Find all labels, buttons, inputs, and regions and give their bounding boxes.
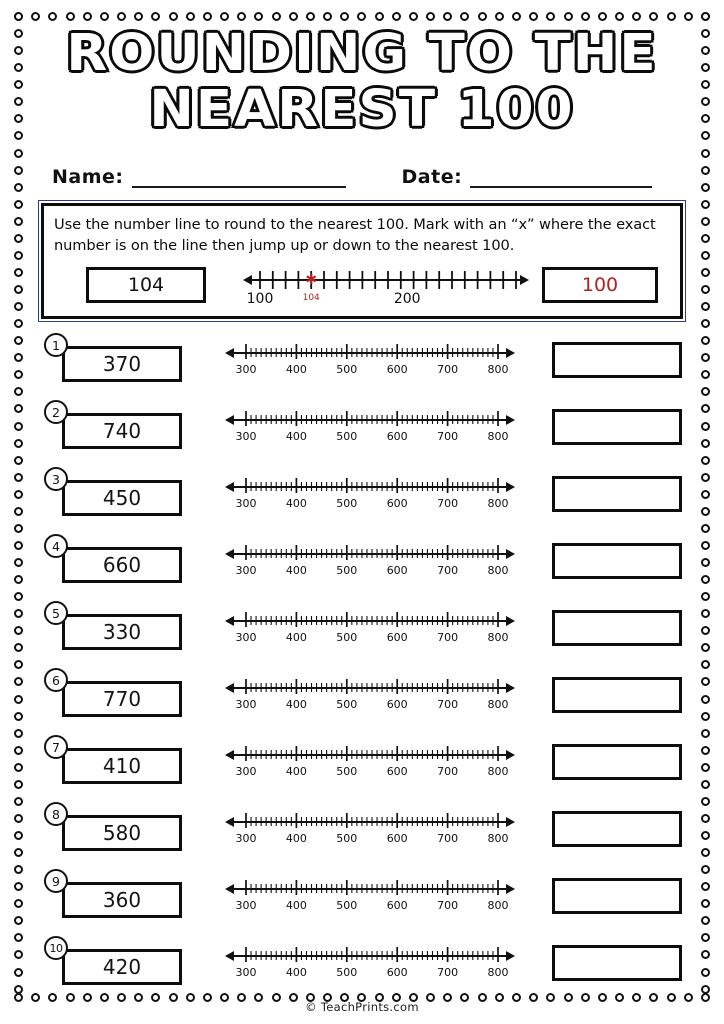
border-dot: [14, 387, 23, 396]
border-dot: [14, 899, 23, 908]
problem-number-line[interactable]: [224, 537, 516, 579]
border-dot: [14, 950, 23, 959]
border-dot: [14, 422, 23, 431]
border-dot: [14, 780, 23, 789]
date-group: [402, 166, 653, 188]
svg-text:400: 400: [285, 899, 307, 912]
svg-text:300: 300: [235, 698, 257, 711]
problem-number-badge: 9: [44, 869, 68, 893]
problem-number-line[interactable]: [224, 671, 516, 713]
instruction-box-inner: [41, 203, 683, 319]
name-input-line[interactable]: [132, 173, 346, 188]
border-dot: [14, 404, 23, 413]
border-dot: [14, 183, 23, 192]
border-dot: [14, 626, 23, 635]
svg-text:100: 100: [246, 291, 274, 307]
border-dot: [701, 985, 710, 994]
border-dot: [564, 12, 573, 21]
border-dot: [701, 729, 710, 738]
border-dot: [701, 695, 710, 704]
border-dot: [701, 609, 710, 618]
svg-text:700: 700: [437, 631, 459, 644]
svg-text:800: 800: [487, 966, 509, 979]
border-dot: [14, 319, 23, 328]
svg-text:500: 500: [336, 966, 358, 979]
svg-text:800: 800: [487, 899, 509, 912]
example-row: [54, 264, 670, 306]
border-dot: [14, 200, 23, 209]
border-dot: [14, 882, 23, 891]
problem-answer-box[interactable]: [552, 878, 682, 914]
border-dot: [701, 848, 710, 857]
problem-number-badge: 5: [44, 601, 68, 625]
border-dot: [272, 12, 281, 21]
problem-number-badge: 7: [44, 735, 68, 759]
border-dot: [392, 12, 401, 21]
border-dot: [14, 831, 23, 840]
border-dot: [14, 916, 23, 925]
problem-number-line[interactable]: [224, 604, 516, 646]
dotted-border-top: [14, 12, 710, 21]
footer-credit: © TeachPrints.com: [305, 1000, 419, 1014]
svg-text:600: 600: [386, 363, 408, 376]
problem-row: [34, 462, 690, 529]
border-dot: [186, 12, 195, 21]
border-dot: [701, 814, 710, 823]
problem-row: [34, 797, 690, 864]
svg-text:400: 400: [285, 832, 307, 845]
border-dot: [14, 558, 23, 567]
border-dot: [14, 439, 23, 448]
svg-text:700: 700: [437, 765, 459, 778]
border-dot: [701, 473, 710, 482]
svg-text:700: 700: [437, 363, 459, 376]
border-dot: [14, 353, 23, 362]
problem-answer-box[interactable]: [552, 677, 682, 713]
border-dot: [701, 490, 710, 499]
border-dot: [14, 865, 23, 874]
svg-text:300: 300: [235, 631, 257, 644]
svg-text:600: 600: [386, 698, 408, 711]
border-dot: [701, 831, 710, 840]
problem-value-box: 740: [62, 413, 182, 449]
border-dot: [14, 592, 23, 601]
name-group: [52, 166, 346, 188]
problem-value-box: 420: [62, 949, 182, 985]
border-dot: [426, 12, 435, 21]
border-dot: [14, 302, 23, 311]
problem-row: [34, 596, 690, 663]
border-dot: [14, 677, 23, 686]
problem-answer-box[interactable]: [552, 543, 682, 579]
border-dot: [701, 404, 710, 413]
border-dot: [701, 677, 710, 686]
svg-text:600: 600: [386, 497, 408, 510]
svg-text:400: 400: [285, 363, 307, 376]
svg-text:400: 400: [285, 698, 307, 711]
svg-text:800: 800: [487, 564, 509, 577]
svg-text:700: 700: [437, 832, 459, 845]
instruction-text: Use the number line to round to the nearest 100. Mark with an “x” where the exact number is on the line then jump up or down to the nearest 100.: [54, 216, 656, 254]
problem-value-box: 580: [62, 815, 182, 851]
border-dot: [14, 268, 23, 277]
border-dot: [667, 12, 676, 21]
svg-text:300: 300: [235, 832, 257, 845]
border-dot: [701, 916, 710, 925]
svg-text:300: 300: [235, 497, 257, 510]
svg-text:600: 600: [386, 765, 408, 778]
border-dot: [357, 12, 366, 21]
problem-answer-box[interactable]: [552, 476, 682, 512]
border-dot: [701, 626, 710, 635]
problem-number-line[interactable]: [224, 738, 516, 780]
svg-text:400: 400: [285, 564, 307, 577]
problem-number-badge: 4: [44, 534, 68, 558]
border-dot: [14, 217, 23, 226]
border-dot: [701, 200, 710, 209]
border-dot: [512, 12, 521, 21]
problem-number-badge: 10: [44, 936, 68, 960]
problem-number-line[interactable]: [224, 470, 516, 512]
border-dot: [701, 558, 710, 567]
problem-number-badge: 8: [44, 802, 68, 826]
problem-number-line[interactable]: [224, 336, 516, 378]
svg-text:800: 800: [487, 698, 509, 711]
border-dot: [701, 712, 710, 721]
svg-text:700: 700: [437, 430, 459, 443]
svg-text:800: 800: [487, 497, 509, 510]
border-dot: [14, 251, 23, 260]
svg-text:400: 400: [285, 966, 307, 979]
date-input-line[interactable]: [470, 173, 652, 188]
name-date-row: [34, 160, 690, 188]
border-dot: [615, 12, 624, 21]
border-dot: [323, 12, 332, 21]
svg-text:600: 600: [386, 564, 408, 577]
svg-text:500: 500: [336, 363, 358, 376]
problem-answer-box[interactable]: [552, 811, 682, 847]
svg-text:800: 800: [487, 832, 509, 845]
border-dot: [701, 353, 710, 362]
border-dot: [701, 763, 710, 772]
border-dot: [701, 387, 710, 396]
page-title-line-2: NEAREST 100: [149, 80, 575, 139]
svg-text:500: 500: [336, 899, 358, 912]
border-dot: [701, 524, 710, 533]
border-dot: [649, 12, 658, 21]
page-title-line-1: ROUNDING TO THE: [66, 24, 658, 83]
problem-answer-box[interactable]: [552, 945, 682, 981]
example-number-line: [236, 262, 536, 308]
svg-text:700: 700: [437, 497, 459, 510]
svg-text:400: 400: [285, 765, 307, 778]
svg-text:700: 700: [437, 698, 459, 711]
problem-answer-box[interactable]: [552, 610, 682, 646]
svg-text:700: 700: [437, 899, 459, 912]
svg-text:600: 600: [386, 899, 408, 912]
problem-number-line[interactable]: [224, 872, 516, 914]
svg-text:400: 400: [285, 497, 307, 510]
svg-text:700: 700: [437, 564, 459, 577]
name-label: Name:: [52, 166, 124, 188]
problem-answer-box[interactable]: [552, 342, 682, 378]
border-dot: [409, 12, 418, 21]
problem-row: [34, 663, 690, 730]
problem-row: [34, 864, 690, 931]
border-dot: [701, 780, 710, 789]
border-dot: [117, 12, 126, 21]
svg-text:300: 300: [235, 899, 257, 912]
border-dot: [14, 336, 23, 345]
problem-answer-box[interactable]: [552, 409, 682, 445]
svg-text:600: 600: [386, 430, 408, 443]
border-dot: [151, 12, 160, 21]
border-dot: [701, 950, 710, 959]
border-dot: [14, 285, 23, 294]
border-dot: [14, 763, 23, 772]
border-dot: [701, 285, 710, 294]
border-dot: [14, 575, 23, 584]
svg-text:400: 400: [285, 430, 307, 443]
border-dot: [14, 524, 23, 533]
border-dot: [14, 985, 23, 994]
border-dot: [14, 933, 23, 942]
date-label: Date:: [401, 166, 463, 188]
problem-value-box: 770: [62, 681, 182, 717]
border-dot: [581, 12, 590, 21]
border-dot: [14, 507, 23, 516]
example-value-box: 104: [86, 267, 206, 303]
border-dot: [701, 865, 710, 874]
svg-text:104: 104: [302, 293, 320, 303]
border-dot: [460, 12, 469, 21]
problem-row: [34, 730, 690, 797]
border-dot: [443, 12, 452, 21]
problem-number-line[interactable]: [224, 403, 516, 445]
border-dot: [254, 12, 263, 21]
border-dot: [701, 268, 710, 277]
problem-number-line[interactable]: [224, 939, 516, 981]
problem-value-box: 410: [62, 748, 182, 784]
border-dot: [134, 12, 143, 21]
svg-text:500: 500: [336, 832, 358, 845]
border-dot: [169, 12, 178, 21]
border-dot: [701, 797, 710, 806]
border-dot: [83, 12, 92, 21]
border-dot: [701, 251, 710, 260]
problem-value-box: 370: [62, 346, 182, 382]
border-dot: [14, 473, 23, 482]
problem-row: [34, 328, 690, 395]
border-dot: [701, 592, 710, 601]
border-dot: [14, 490, 23, 499]
border-dot: [14, 968, 23, 977]
border-dot: [701, 183, 710, 192]
border-dot: [340, 12, 349, 21]
border-dot: [14, 712, 23, 721]
border-dot: [14, 149, 23, 158]
worksheet-content: [34, 24, 690, 979]
svg-text:500: 500: [336, 698, 358, 711]
problem-answer-box[interactable]: [552, 744, 682, 780]
border-dot: [701, 12, 710, 21]
problem-value-box: 660: [62, 547, 182, 583]
border-dot: [14, 234, 23, 243]
problem-list: [34, 328, 690, 998]
svg-text:300: 300: [235, 966, 257, 979]
border-dot: [701, 302, 710, 311]
border-dot: [14, 12, 23, 21]
svg-text:300: 300: [235, 765, 257, 778]
svg-text:300: 300: [235, 363, 257, 376]
border-dot: [306, 12, 315, 21]
problem-row: [34, 395, 690, 462]
svg-text:600: 600: [386, 832, 408, 845]
svg-text:600: 600: [386, 631, 408, 644]
border-dot: [701, 319, 710, 328]
border-dot: [14, 695, 23, 704]
problem-number-badge: 2: [44, 400, 68, 424]
border-dot: [598, 12, 607, 21]
problem-number-line[interactable]: [224, 805, 516, 847]
border-dot: [14, 456, 23, 465]
border-dot: [48, 12, 57, 21]
border-dot: [220, 12, 229, 21]
border-dot: [701, 456, 710, 465]
page-title: [34, 24, 690, 139]
border-dot: [14, 797, 23, 806]
svg-text:500: 500: [336, 564, 358, 577]
problem-number-badge: 3: [44, 467, 68, 491]
svg-text:500: 500: [336, 631, 358, 644]
svg-text:800: 800: [487, 363, 509, 376]
border-dot: [289, 12, 298, 21]
border-dot: [237, 12, 246, 21]
border-dot: [701, 882, 710, 891]
border-dot: [701, 234, 710, 243]
example-answer-box: 100: [542, 267, 658, 303]
border-dot: [546, 12, 555, 21]
dotted-border-right: [701, 12, 710, 994]
border-dot: [701, 746, 710, 755]
border-dot: [14, 609, 23, 618]
border-dot: [701, 217, 710, 226]
border-dot: [701, 507, 710, 516]
svg-text:400: 400: [285, 631, 307, 644]
problem-row: [34, 529, 690, 596]
border-dot: [14, 370, 23, 379]
svg-text:500: 500: [336, 497, 358, 510]
problem-value-box: 360: [62, 882, 182, 918]
border-dot: [701, 370, 710, 379]
border-dot: [701, 660, 710, 669]
border-dot: [701, 149, 710, 158]
svg-text:300: 300: [235, 564, 257, 577]
svg-text:300: 300: [235, 430, 257, 443]
svg-text:800: 800: [487, 631, 509, 644]
border-dot: [66, 12, 75, 21]
border-dot: [203, 12, 212, 21]
border-dot: [701, 575, 710, 584]
border-dot: [100, 12, 109, 21]
border-dot: [701, 422, 710, 431]
border-dot: [31, 12, 40, 21]
border-dot: [701, 439, 710, 448]
problem-row: [34, 931, 690, 998]
border-dot: [529, 12, 538, 21]
border-dot: [14, 166, 23, 175]
svg-text:700: 700: [437, 966, 459, 979]
svg-text:800: 800: [487, 765, 509, 778]
problem-number-badge: 6: [44, 668, 68, 692]
border-dot: [632, 12, 641, 21]
border-dot: [684, 12, 693, 21]
border-dot: [14, 660, 23, 669]
svg-text:500: 500: [336, 430, 358, 443]
border-dot: [14, 729, 23, 738]
border-dot: [701, 166, 710, 175]
problem-value-box: 450: [62, 480, 182, 516]
border-dot: [701, 968, 710, 977]
border-dot: [701, 336, 710, 345]
svg-text:800: 800: [487, 430, 509, 443]
border-dot: [14, 541, 23, 550]
svg-text:✱: ✱: [305, 272, 318, 288]
instruction-box: [38, 200, 686, 322]
svg-text:200: 200: [393, 291, 421, 307]
border-dot: [14, 643, 23, 652]
svg-text:500: 500: [336, 765, 358, 778]
border-dot: [701, 933, 710, 942]
problem-value-box: 330: [62, 614, 182, 650]
svg-text:600: 600: [386, 966, 408, 979]
border-dot: [478, 12, 487, 21]
border-dot: [701, 541, 710, 550]
problem-number-badge: 1: [44, 333, 68, 357]
border-dot: [14, 746, 23, 755]
border-dot: [14, 848, 23, 857]
border-dot: [375, 12, 384, 21]
border-dot: [701, 643, 710, 652]
dotted-border-left: [14, 12, 23, 994]
border-dot: [14, 814, 23, 823]
border-dot: [701, 899, 710, 908]
border-dot: [495, 12, 504, 21]
